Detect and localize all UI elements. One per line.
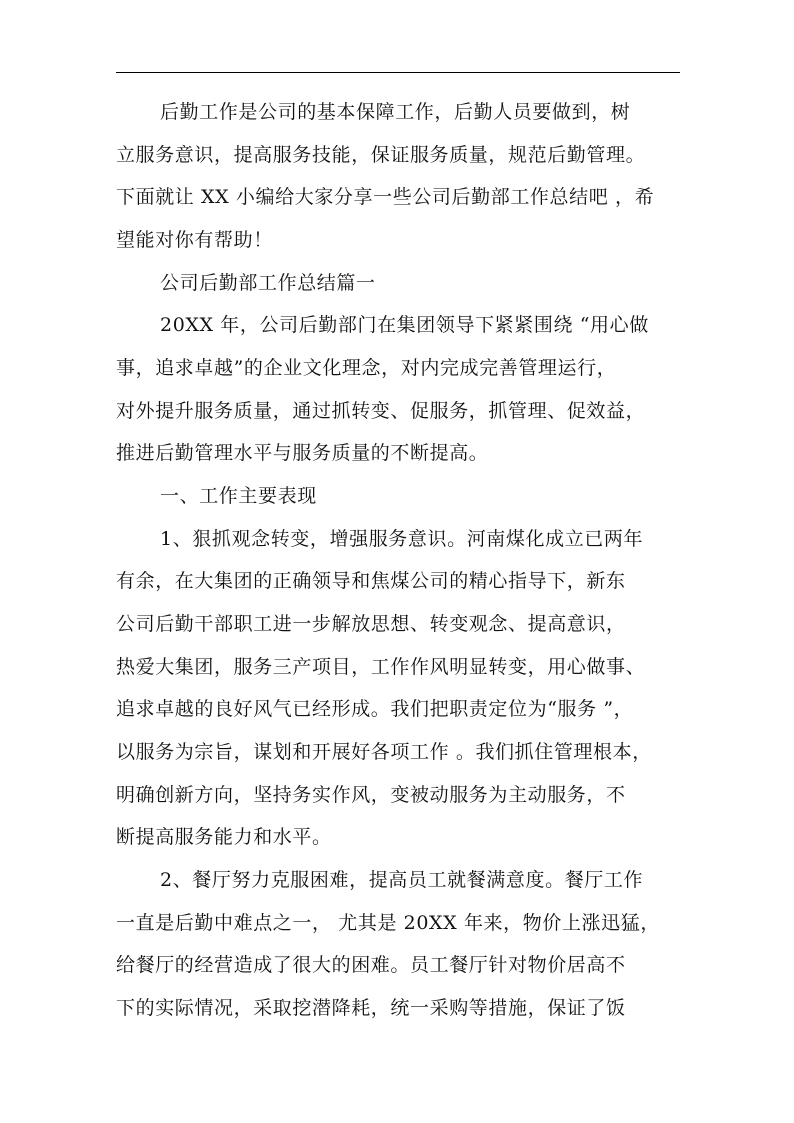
overview-line-4: 推进后勤管理水平与服务质量的不断提高。 [116, 442, 489, 464]
section-title: 公司后勤部工作总结篇一 [160, 272, 376, 294]
intro-line-1: 后勤工作是公司的基本保障工作，后勤人员要做到，树 [160, 101, 631, 123]
point-1-line-3: 公司后勤干部职工进一步解放思想、转变观念、提高意识， [116, 613, 626, 635]
point-1-line-2: 有余，在大集团的正确领导和焦煤公司的精心指导下，新东 [116, 570, 626, 592]
point-2-line-3: 给餐厅的经营造成了很大的困难。员工餐厅针对物价居高不 [116, 954, 626, 976]
point-1-line-8: 断提高服务能力和水平。 [116, 826, 332, 848]
intro-line-4: 望能对你有帮助！ [116, 229, 273, 251]
point-1-line-7: 明确创新方向，坚持务实作风，变被动服务为主动服务，不 [116, 784, 626, 806]
point-1-line-5: 追求卓越的良好风气已经形成。我们把职责定位为“服务 ”， [116, 698, 634, 720]
point-2-line-1: 2、餐厅努力克服困难，提高员工就餐满意度。餐厅工作 [160, 869, 644, 891]
overview-line-2: 事，追求卓越”的企业文化理念，对内完成完善管理运行， [116, 357, 617, 379]
intro-line-2: 立服务意识，提高服务技能，保证服务质量，规范后勤管理。 [116, 144, 646, 166]
intro-line-3: 下面就让 XX 小编给大家分享一些公司后勤部工作总结吧 ，希 [116, 186, 655, 208]
header-rule [116, 72, 680, 73]
overview-line-3: 对外提升服务质量，通过抓转变、促服务，抓管理、促效益， [116, 400, 646, 422]
section-heading-1: 一、工作主要表现 [160, 485, 317, 507]
point-2-line-4: 下的实际情况，采取挖潜降耗，统一采购等措施，保证了饭 [116, 997, 626, 1019]
point-1-line-6: 以服务为宗旨，谋划和开展好各项工作 。我们抓住管理根本， [116, 741, 652, 763]
point-2-line-2: 一直是后勤中难点之一， 尤其是 20XX 年来，物价上涨迅猛， [116, 912, 660, 934]
point-1-line-1: 1、狠抓观念转变，增强服务意识。河南煤化成立已两年 [160, 528, 644, 550]
overview-line-1: 20XX 年，公司后勤部门在集团领导下紧紧围绕 “用心做 [160, 314, 649, 336]
point-1-line-4: 热爱大集团，服务三产项目，工作作风明显转变，用心做事、 [116, 656, 646, 678]
